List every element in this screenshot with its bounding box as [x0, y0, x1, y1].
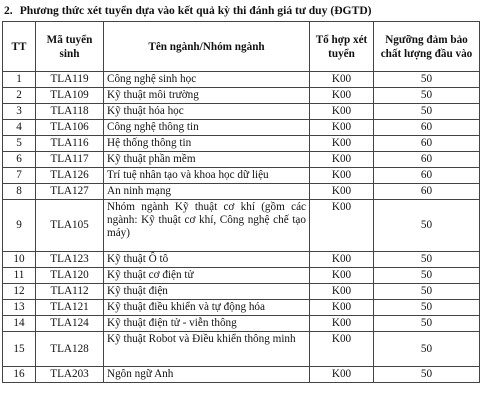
table-row: [3, 104, 480, 120]
section-number: 2.: [4, 4, 13, 17]
cell-threshold: 60: [374, 184, 480, 200]
cell-tt: 2: [3, 88, 36, 104]
cell-threshold: 50: [374, 104, 480, 120]
cell-combo: K00: [310, 367, 374, 383]
cell-combo: K00: [310, 104, 374, 120]
cell-threshold: 50: [374, 200, 480, 252]
table-row: [3, 88, 480, 104]
cell-tt: 12: [3, 284, 36, 300]
cell-tt: 9: [3, 200, 36, 252]
cell-code: TLA109: [36, 88, 104, 104]
cell-threshold: 50: [374, 72, 480, 88]
cell-threshold: 50: [374, 252, 480, 268]
cell-threshold: 50: [374, 367, 480, 383]
cell-combo: K00: [310, 120, 374, 136]
cell-code: TLA128: [36, 332, 104, 367]
table-row: [3, 184, 480, 200]
header-code: Mã tuyển sinh: [36, 22, 104, 72]
cell-tt: 7: [3, 168, 36, 184]
cell-combo: K00: [310, 152, 374, 168]
cell-threshold: 60: [374, 120, 480, 136]
table-row: [3, 252, 480, 268]
cell-name: Kỹ thuật cơ điện tử: [104, 268, 310, 284]
cell-tt: 10: [3, 252, 36, 268]
cell-name: Nhóm ngành Kỹ thuật cơ khí (gồm các ngành: Kỹ thuật cơ khí, Công nghệ chế tạo máy): [104, 200, 310, 252]
cell-name: Kỹ thuật môi trường: [104, 88, 310, 104]
section-heading: [4, 2, 372, 19]
table-row: [3, 168, 480, 184]
table-row: [3, 200, 480, 252]
header-name: Tên ngành/Nhóm ngành: [104, 22, 310, 72]
cell-tt: 4: [3, 120, 36, 136]
cell-tt: 6: [3, 152, 36, 168]
cell-tt: 8: [3, 184, 36, 200]
cell-tt: 11: [3, 268, 36, 284]
table-row: [3, 120, 480, 136]
header-tt: TT: [3, 22, 36, 72]
admission-table: [2, 21, 480, 383]
table-body: [3, 72, 480, 383]
cell-combo: K00: [310, 268, 374, 284]
cell-name: Công nghệ sinh học: [104, 72, 310, 88]
cell-threshold: 50: [374, 316, 480, 332]
cell-threshold: 50: [374, 268, 480, 284]
cell-threshold: 50: [374, 284, 480, 300]
table-row: [3, 268, 480, 284]
cell-combo: K00: [310, 316, 374, 332]
cell-name: Kỹ thuật Ô tô: [104, 252, 310, 268]
cell-combo: K00: [310, 136, 374, 152]
cell-combo: K00: [310, 200, 374, 252]
cell-code: TLA124: [36, 316, 104, 332]
cell-code: TLA106: [36, 120, 104, 136]
cell-tt: 16: [3, 367, 36, 383]
cell-tt: 5: [3, 136, 36, 152]
table-row: [3, 367, 480, 383]
cell-code: TLA119: [36, 72, 104, 88]
cell-code: TLA116: [36, 136, 104, 152]
cell-combo: K00: [310, 184, 374, 200]
cell-combo: K00: [310, 284, 374, 300]
cell-combo: K00: [310, 300, 374, 316]
table-row: [3, 284, 480, 300]
cell-name: Công nghệ thông tin: [104, 120, 310, 136]
cell-combo: K00: [310, 332, 374, 367]
table-row: [3, 332, 480, 367]
cell-name: An ninh mạng: [104, 184, 310, 200]
table-header-row: [3, 22, 480, 72]
cell-tt: 3: [3, 104, 36, 120]
cell-code: TLA127: [36, 184, 104, 200]
table-row: [3, 136, 480, 152]
cell-code: TLA112: [36, 284, 104, 300]
cell-code: TLA117: [36, 152, 104, 168]
cell-threshold: 50: [374, 300, 480, 316]
cell-code: TLA123: [36, 252, 104, 268]
cell-name: Kỹ thuật điều khiển và tự động hóa: [104, 300, 310, 316]
cell-name: Hệ thống thông tin: [104, 136, 310, 152]
cell-tt: 13: [3, 300, 36, 316]
cell-name: Kỹ thuật điện tử - viễn thông: [104, 316, 310, 332]
cell-threshold: 60: [374, 152, 480, 168]
cell-threshold: 60: [374, 168, 480, 184]
table-row: [3, 72, 480, 88]
cell-code: TLA121: [36, 300, 104, 316]
section-title: Phương thức xét tuyển dựa vào kết quả kỳ thi đánh giá tư duy (ĐGTD): [19, 4, 372, 17]
cell-code: TLA126: [36, 168, 104, 184]
cell-combo: K00: [310, 252, 374, 268]
cell-code: TLA203: [36, 367, 104, 383]
table-row: [3, 316, 480, 332]
cell-threshold: 60: [374, 136, 480, 152]
cell-combo: K00: [310, 168, 374, 184]
table-row: [3, 152, 480, 168]
cell-name: Kỹ thuật hóa học: [104, 104, 310, 120]
cell-name: Kỹ thuật phần mềm: [104, 152, 310, 168]
cell-name: Kỹ thuật Robot và Điều khiển thông minh: [104, 332, 310, 367]
cell-tt: 15: [3, 332, 36, 367]
cell-name: Kỹ thuật điện: [104, 284, 310, 300]
table-row: [3, 300, 480, 316]
cell-code: TLA120: [36, 268, 104, 284]
cell-combo: K00: [310, 88, 374, 104]
cell-name: Ngôn ngữ Anh: [104, 367, 310, 383]
cell-code: TLA105: [36, 200, 104, 252]
header-combo: Tổ hợp xét tuyển: [310, 22, 374, 72]
cell-threshold: 50: [374, 88, 480, 104]
header-threshold: Ngưỡng đảm bảo chất lượng đầu vào: [374, 22, 480, 72]
cell-tt: 14: [3, 316, 36, 332]
cell-name: Trí tuệ nhân tạo và khoa học dữ liệu: [104, 168, 310, 184]
cell-combo: K00: [310, 72, 374, 88]
cell-threshold: 50: [374, 332, 480, 367]
cell-tt: 1: [3, 72, 36, 88]
cell-code: TLA118: [36, 104, 104, 120]
